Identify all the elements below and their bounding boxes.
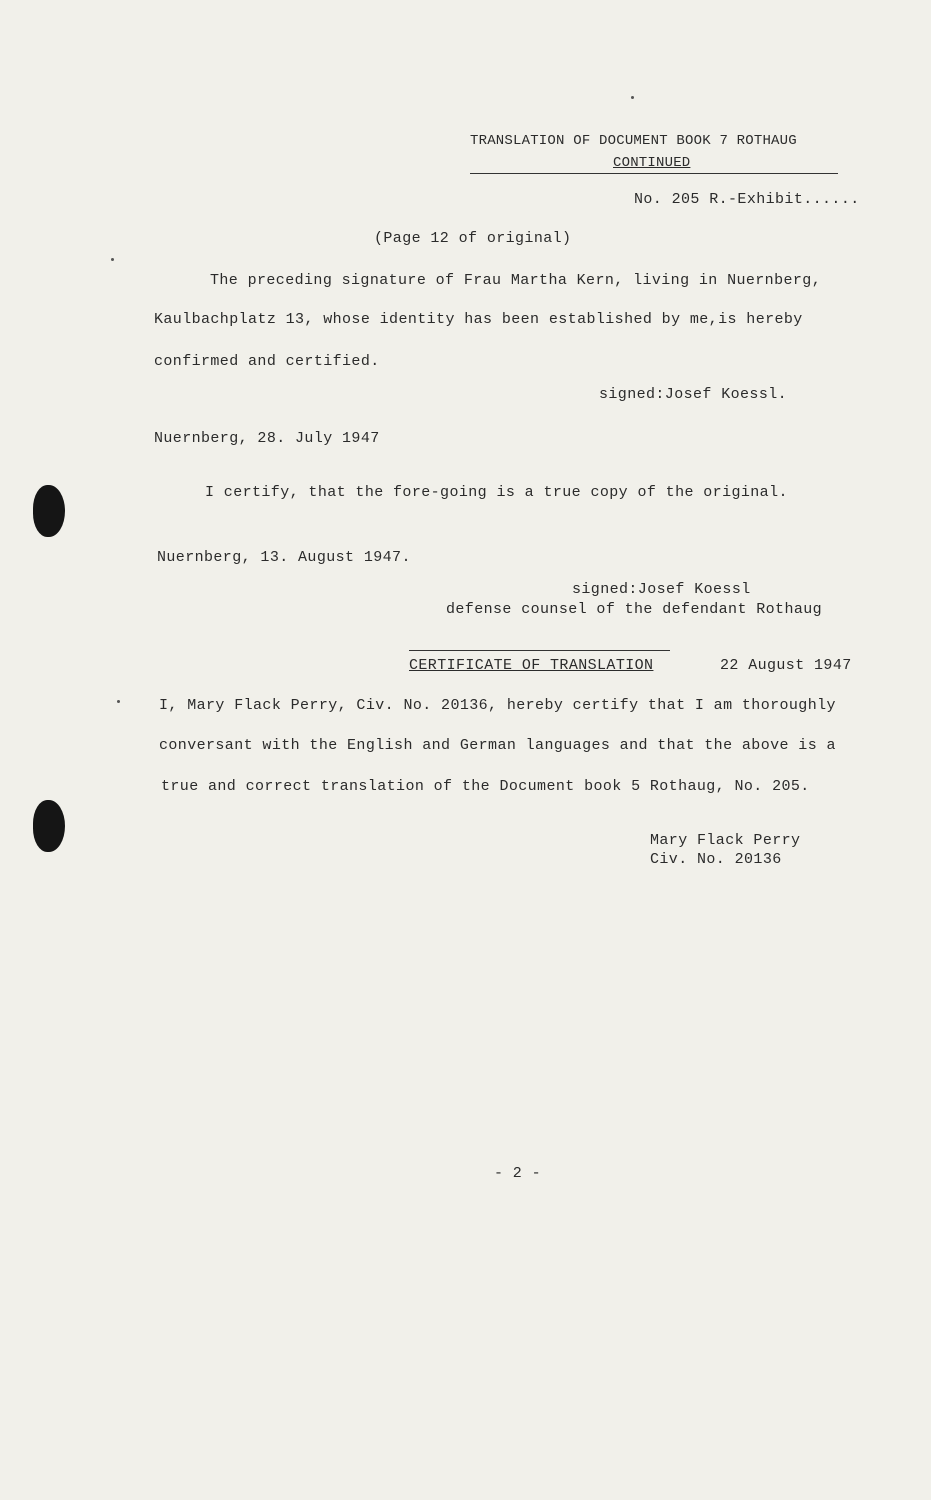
paper-speck xyxy=(117,700,120,703)
translator-name: Mary Flack Perry xyxy=(650,832,801,849)
signature-line: signed:Josef Koessl xyxy=(572,581,751,598)
signatory-role: defense counsel of the defendant Rothaug xyxy=(446,601,823,618)
certification-statement: I certify, that the fore-going is a true copy of the original. xyxy=(205,484,788,501)
punch-hole-mark xyxy=(33,485,65,537)
exhibit-number: No. 205 R.-Exhibit...... xyxy=(634,191,860,208)
translator-civ-number: Civ. No. 20136 xyxy=(650,851,782,868)
certificate-text-line: true and correct translation of the Document book 5 Rothaug, No. 205. xyxy=(161,778,810,795)
place-date: Nuernberg, 28. July 1947 xyxy=(154,430,380,447)
certificate-text-line: conversant with the English and German languages and that the above is a xyxy=(159,737,836,754)
punch-hole-mark xyxy=(33,800,65,852)
certificate-date: 22 August 1947 xyxy=(720,657,852,674)
page-reference: (Page 12 of original) xyxy=(374,230,572,247)
page-number: - 2 - xyxy=(494,1165,542,1182)
place-date: Nuernberg, 13. August 1947. xyxy=(157,549,411,566)
header-rule xyxy=(470,173,838,174)
certificate-rule xyxy=(409,650,670,651)
body-paragraph-line: The preceding signature of Frau Martha Kern, living in Nuernberg, xyxy=(210,272,822,289)
paper-speck xyxy=(111,258,114,261)
header-continued: CONTINUED xyxy=(613,155,691,171)
certificate-text-line: I, Mary Flack Perry, Civ. No. 20136, hereby certify that I am thoroughly xyxy=(159,697,836,714)
certificate-title: CERTIFICATE OF TRANSLATION xyxy=(409,657,654,674)
paper-speck xyxy=(631,96,634,99)
signature-line: signed:Josef Koessl. xyxy=(599,386,788,403)
body-paragraph-line: Kaulbachplatz 13, whose identity has been established by me,is hereby xyxy=(154,311,803,328)
header-title: TRANSLATION OF DOCUMENT BOOK 7 ROTHAUG xyxy=(470,133,797,149)
body-paragraph-line: confirmed and certified. xyxy=(154,353,380,370)
